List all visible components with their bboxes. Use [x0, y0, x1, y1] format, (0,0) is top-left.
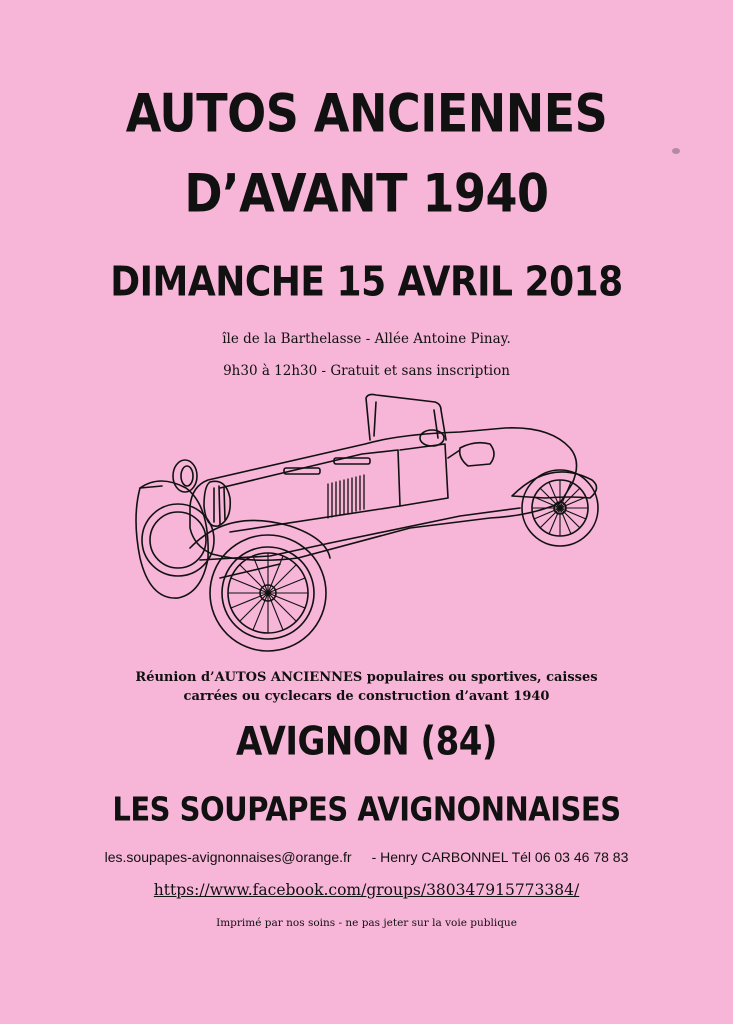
contact-line [0, 849, 733, 865]
club-name: LES SOUPAPES AVIGNONNAISES [112, 789, 621, 829]
poster-title-line1: AUTOS ANCIENNES [125, 81, 608, 145]
contact-person: - Henry CARBONNEL Tél 06 03 46 78 83 [371, 849, 629, 865]
event-location: île de la Barthelasse - Allée Antoine Pinay. [222, 331, 511, 347]
description-line2: carrées ou cyclecars de construction d’avant 1940 [183, 689, 550, 704]
description-line1: Réunion d’AUTOS ANCIENNES populaires ou sportives, caisses [135, 670, 598, 685]
contact-email[interactable]: les.soupapes-avignonnaises@orange.fr [104, 849, 352, 865]
event-hours: 9h30 à 12h30 - Gratuit et sans inscription [223, 363, 510, 379]
print-notice: Imprimé par nos soins - ne pas jeter sur la voie publique [216, 917, 517, 929]
event-description [0, 668, 733, 706]
event-city: AVIGNON (84) [236, 719, 497, 765]
poster-title-line2: D’AVANT 1940 [184, 161, 549, 225]
event-date: DIMANCHE 15 AVRIL 2018 [110, 258, 623, 307]
vintage-car-illustration [130, 388, 600, 658]
paper-speck [672, 148, 680, 154]
facebook-link[interactable]: https://www.facebook.com/groups/380347915773384/ [153, 881, 580, 899]
